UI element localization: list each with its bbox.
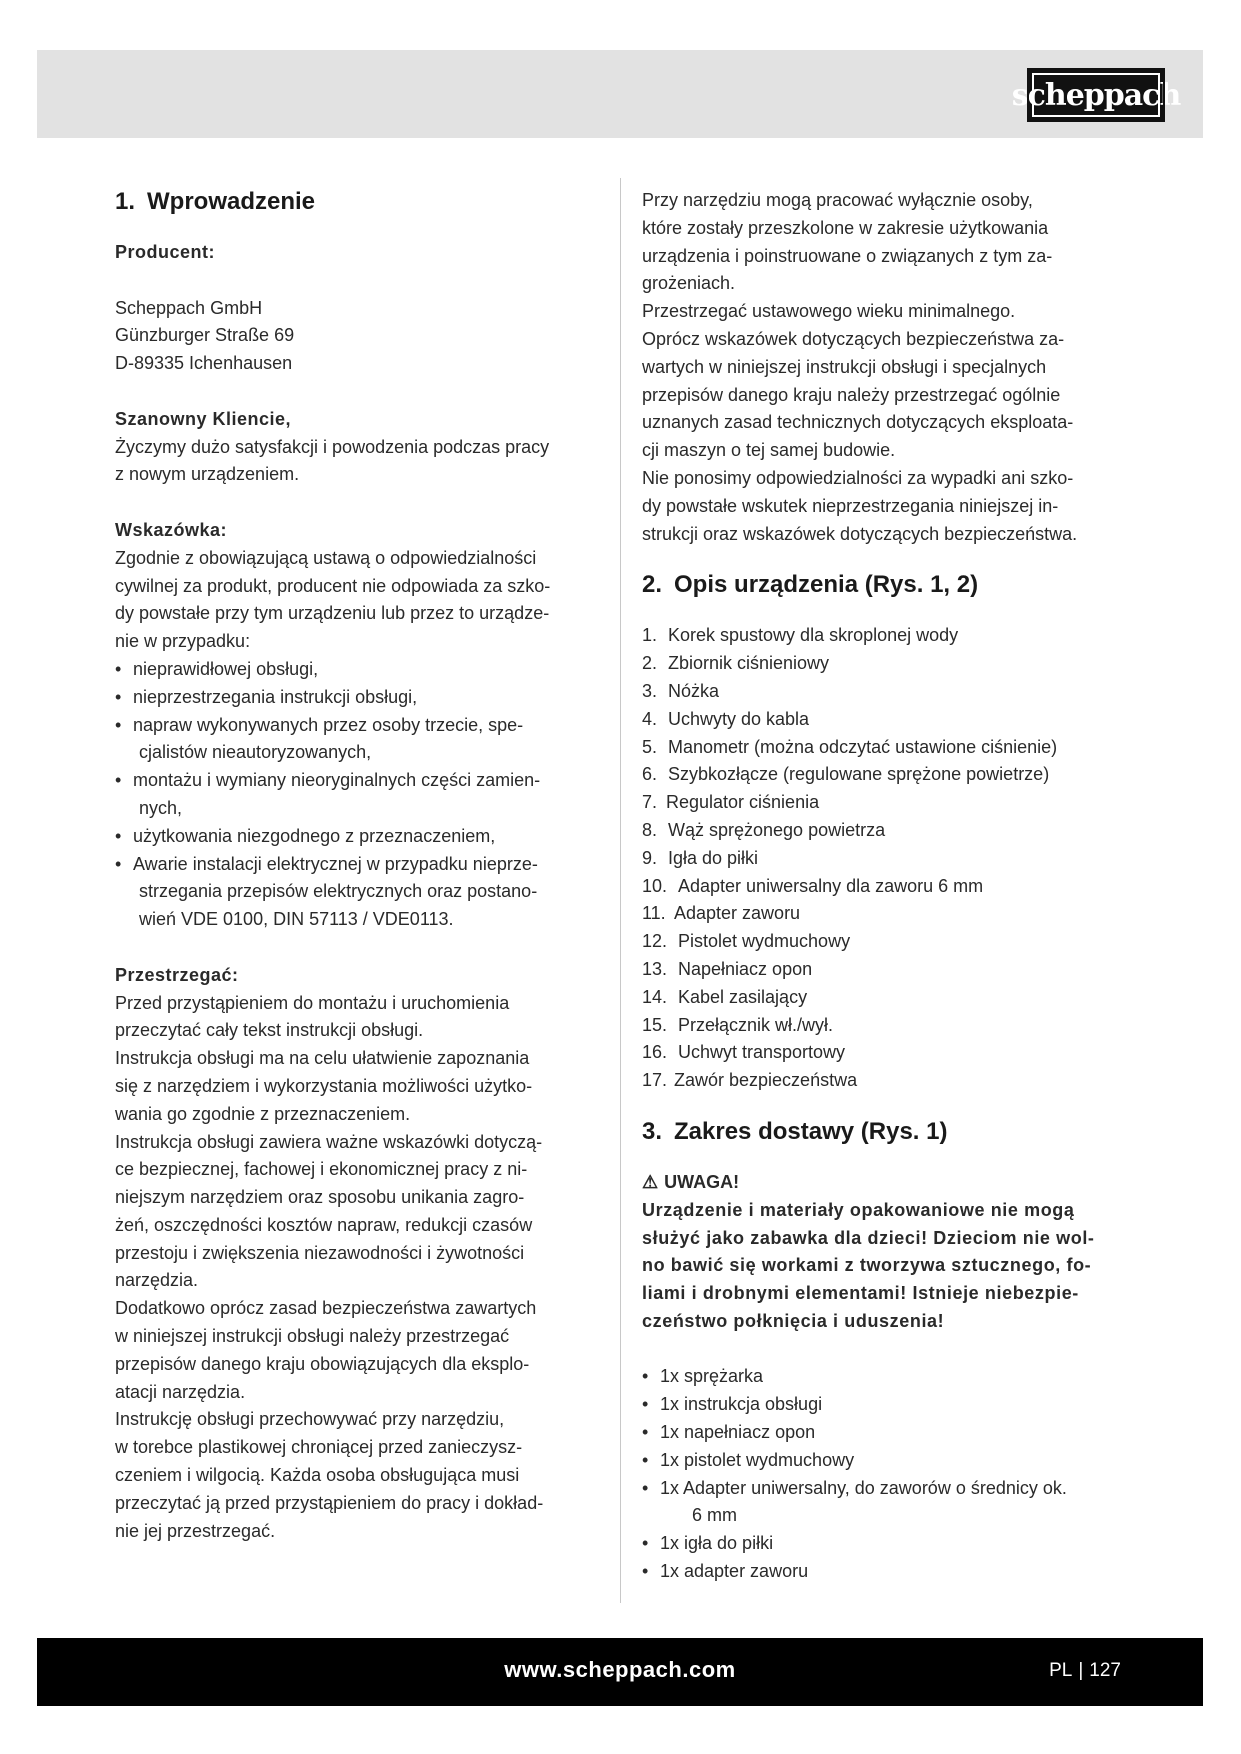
section-1-heading: 1. Wprowadzenie: [115, 188, 316, 215]
list-item: 1. Korek spustowy dla skroplonej wody: [642, 625, 959, 646]
list-item: 12. Pistolet wydmuchowy: [642, 931, 851, 952]
list-item: • 1x napełniacz opon: [642, 1419, 1132, 1447]
warning-text: Urządzenie i materiały opakowaniowe nie mogą służyć jako zabawka dla dzieci! Dzieciom nie wol- no bawić się workami z tworzywa sztucznego, fo- liami i drobnymi elementami! Istnieje niebezpie- czeństwo połknięcia i uduszenia!: [642, 1199, 1095, 1331]
list-item: 8. Wąż sprężonego powietrza: [642, 819, 886, 840]
page-indicator: PL | 127: [1049, 1660, 1121, 1681]
delivery-list: [642, 1363, 1132, 1585]
list-item: • 1x sprężarka: [642, 1363, 1132, 1391]
list-item: 14. Kabel zasilający: [642, 986, 808, 1007]
note-text: Zgodnie z obowiązującą ustawą o odpowiedzialności cywilnej za produkt, producent nie odpowiada za szko- dy powstałe przy tym urządzeniu lub przez to urządze- nie w przypadku:: [115, 547, 551, 652]
list-item: 16. Uchwyt transportowy: [642, 1042, 846, 1063]
observe-label: Przestrzegać:: [115, 964, 239, 985]
list-item: 2. Zbiornik ciśnieniowy: [642, 653, 830, 674]
list-item: • montażu i wymiany nieoryginalnych części zamien- nych,: [115, 767, 605, 823]
list-item: • napraw wykonywanych przez osoby trzecie, spe- cjalistów nieautoryzowanych,: [115, 712, 605, 768]
list-item: • użytkowania niezgodnego z przeznaczeniem,: [115, 823, 605, 851]
footer-bar: [37, 1638, 1203, 1706]
warning-triangle-icon: ⚠: [642, 1171, 659, 1192]
list-item: 13. Napełniacz opon: [642, 958, 813, 979]
footer-url[interactable]: www.scheppach.com: [504, 1657, 736, 1682]
left-column: [115, 187, 605, 1545]
right-column: [642, 187, 1132, 1586]
column-divider: [620, 178, 621, 1603]
intro-text: Przy narzędziu mogą pracować wyłącznie osoby, które zostały przeszkolone w zakresie użytkowania urządzenia i poinstruowane o związanych z tym za- grożeniach. Przestrzegać ustawowego wieku minimalnego. Oprócz wskazówek dotyczących bezpieczeństwa za- wartych w niniejszej instrukcji obsługi i specjalnych przepisów danego kraju należy przestrzegać ogólnie uznanych zasad technicznych dotyczących eksploata- cji maszyn o tej samej budowie. Nie ponosimy odpowiedzialności za wypadki ani szko- dy powstałe wskutek nieprzestrzegania niniejszej in- strukcji oraz wskazówek dotyczących bezpieczeństwa.: [642, 190, 1078, 544]
list-item: • 1x instrukcja obsługi: [642, 1391, 1132, 1419]
greeting-text: Życzymy dużo satysfakcji i powodzenia podczas pracy z nowym urządzeniem.: [115, 436, 550, 485]
observe-text: Przed przystąpieniem do montażu i uruchomienia przeczytać cały tekst instrukcji obsługi. Instrukcja obsługi ma na celu ułatwienie zapoznania się z narzędziem i wykorzystania możliwości użytko- wania go zgodnie z przeznaczeniem. Instrukcja obsługi zawiera ważne wskazówki dotyczą- ce bezpiecznej, fachowej i ekonomicznej pracy z ni- niejszym narzędziem oraz sposobu unikania zagro- żeń, oszczędności kosztów napraw, redukcji czasów przestoju i zwiększenia niezawodności i żywotności narzędzia. Dodatkowo oprócz zasad bezpieczeństwa zawartych w niniejszej instrukcji obsługi należy przestrzegać przepisów danego kraju obowiązujących dla eksplo- atacji narzędzia. Instrukcję obsługi przechowywać przy narzędziu, w torebce plastikowej chroniącej przed zanieczysz- czeniem i wilgocią. Każda osoba obsługująca musi przeczytać ją przed przystąpieniem do pracy i dokład- nie jej przestrzegać.: [115, 992, 544, 1541]
list-item: 5. Manometr (można odczytać ustawione ciśnienie): [642, 736, 1058, 757]
section-2-heading: 2. Opis urządzenia (Rys. 1, 2): [642, 571, 979, 599]
list-item: 7. Regulator ciśnienia: [642, 792, 820, 813]
producer-address: Scheppach GmbH Günzburger Straße 69 D-89335 Ichenhausen: [115, 297, 295, 374]
list-item: • 1x pistolet wydmuchowy: [642, 1447, 1132, 1475]
liability-list: [115, 656, 605, 934]
section-3-heading: 3. Zakres dostawy (Rys. 1): [642, 1117, 948, 1145]
list-item: • 1x igła do piłki: [642, 1530, 1132, 1558]
warning-label: ⚠ UWAGA!: [642, 1169, 1132, 1197]
producer-label: Producent:: [115, 242, 216, 262]
list-item: • 1x adapter zaworu: [642, 1558, 1132, 1586]
list-item: • Awarie instalacji elektrycznej w przypadku nieprze- strzegania przepisów elektrycznych oraz postano- wień VDE 0100, DIN 57113 / VDE0113.: [115, 851, 605, 934]
list-item: 3. Nóżka: [642, 680, 720, 701]
list-item: • 1x Adapter uniwersalny, do zaworów o średnicy ok. 6 mm: [642, 1475, 1132, 1531]
list-item: 9. Igła do piłki: [642, 847, 759, 868]
greeting-label: Szanowny Kliencie,: [115, 408, 292, 429]
list-item: 17. Zawór bezpieczeństwa: [642, 1070, 858, 1091]
list-item: 11. Adapter zaworu: [642, 903, 801, 924]
list-item: 4. Uchwyty do kabla: [642, 708, 810, 729]
list-item: • nieprzestrzegania instrukcji obsługi,: [115, 684, 605, 712]
list-item: 15. Przełącznik wł./wył.: [642, 1014, 834, 1035]
list-item: 6. Szybkozłącze (regulowane sprężone powietrze): [642, 764, 1050, 785]
note-label: Wskazówka:: [115, 519, 228, 540]
scheppach-logo: scheppach: [1029, 70, 1163, 120]
parts-list: [642, 622, 1132, 1095]
list-item: • nieprawidłowej obsługi,: [115, 656, 605, 684]
list-item: 10. Adapter uniwersalny dla zaworu 6 mm: [642, 875, 984, 896]
